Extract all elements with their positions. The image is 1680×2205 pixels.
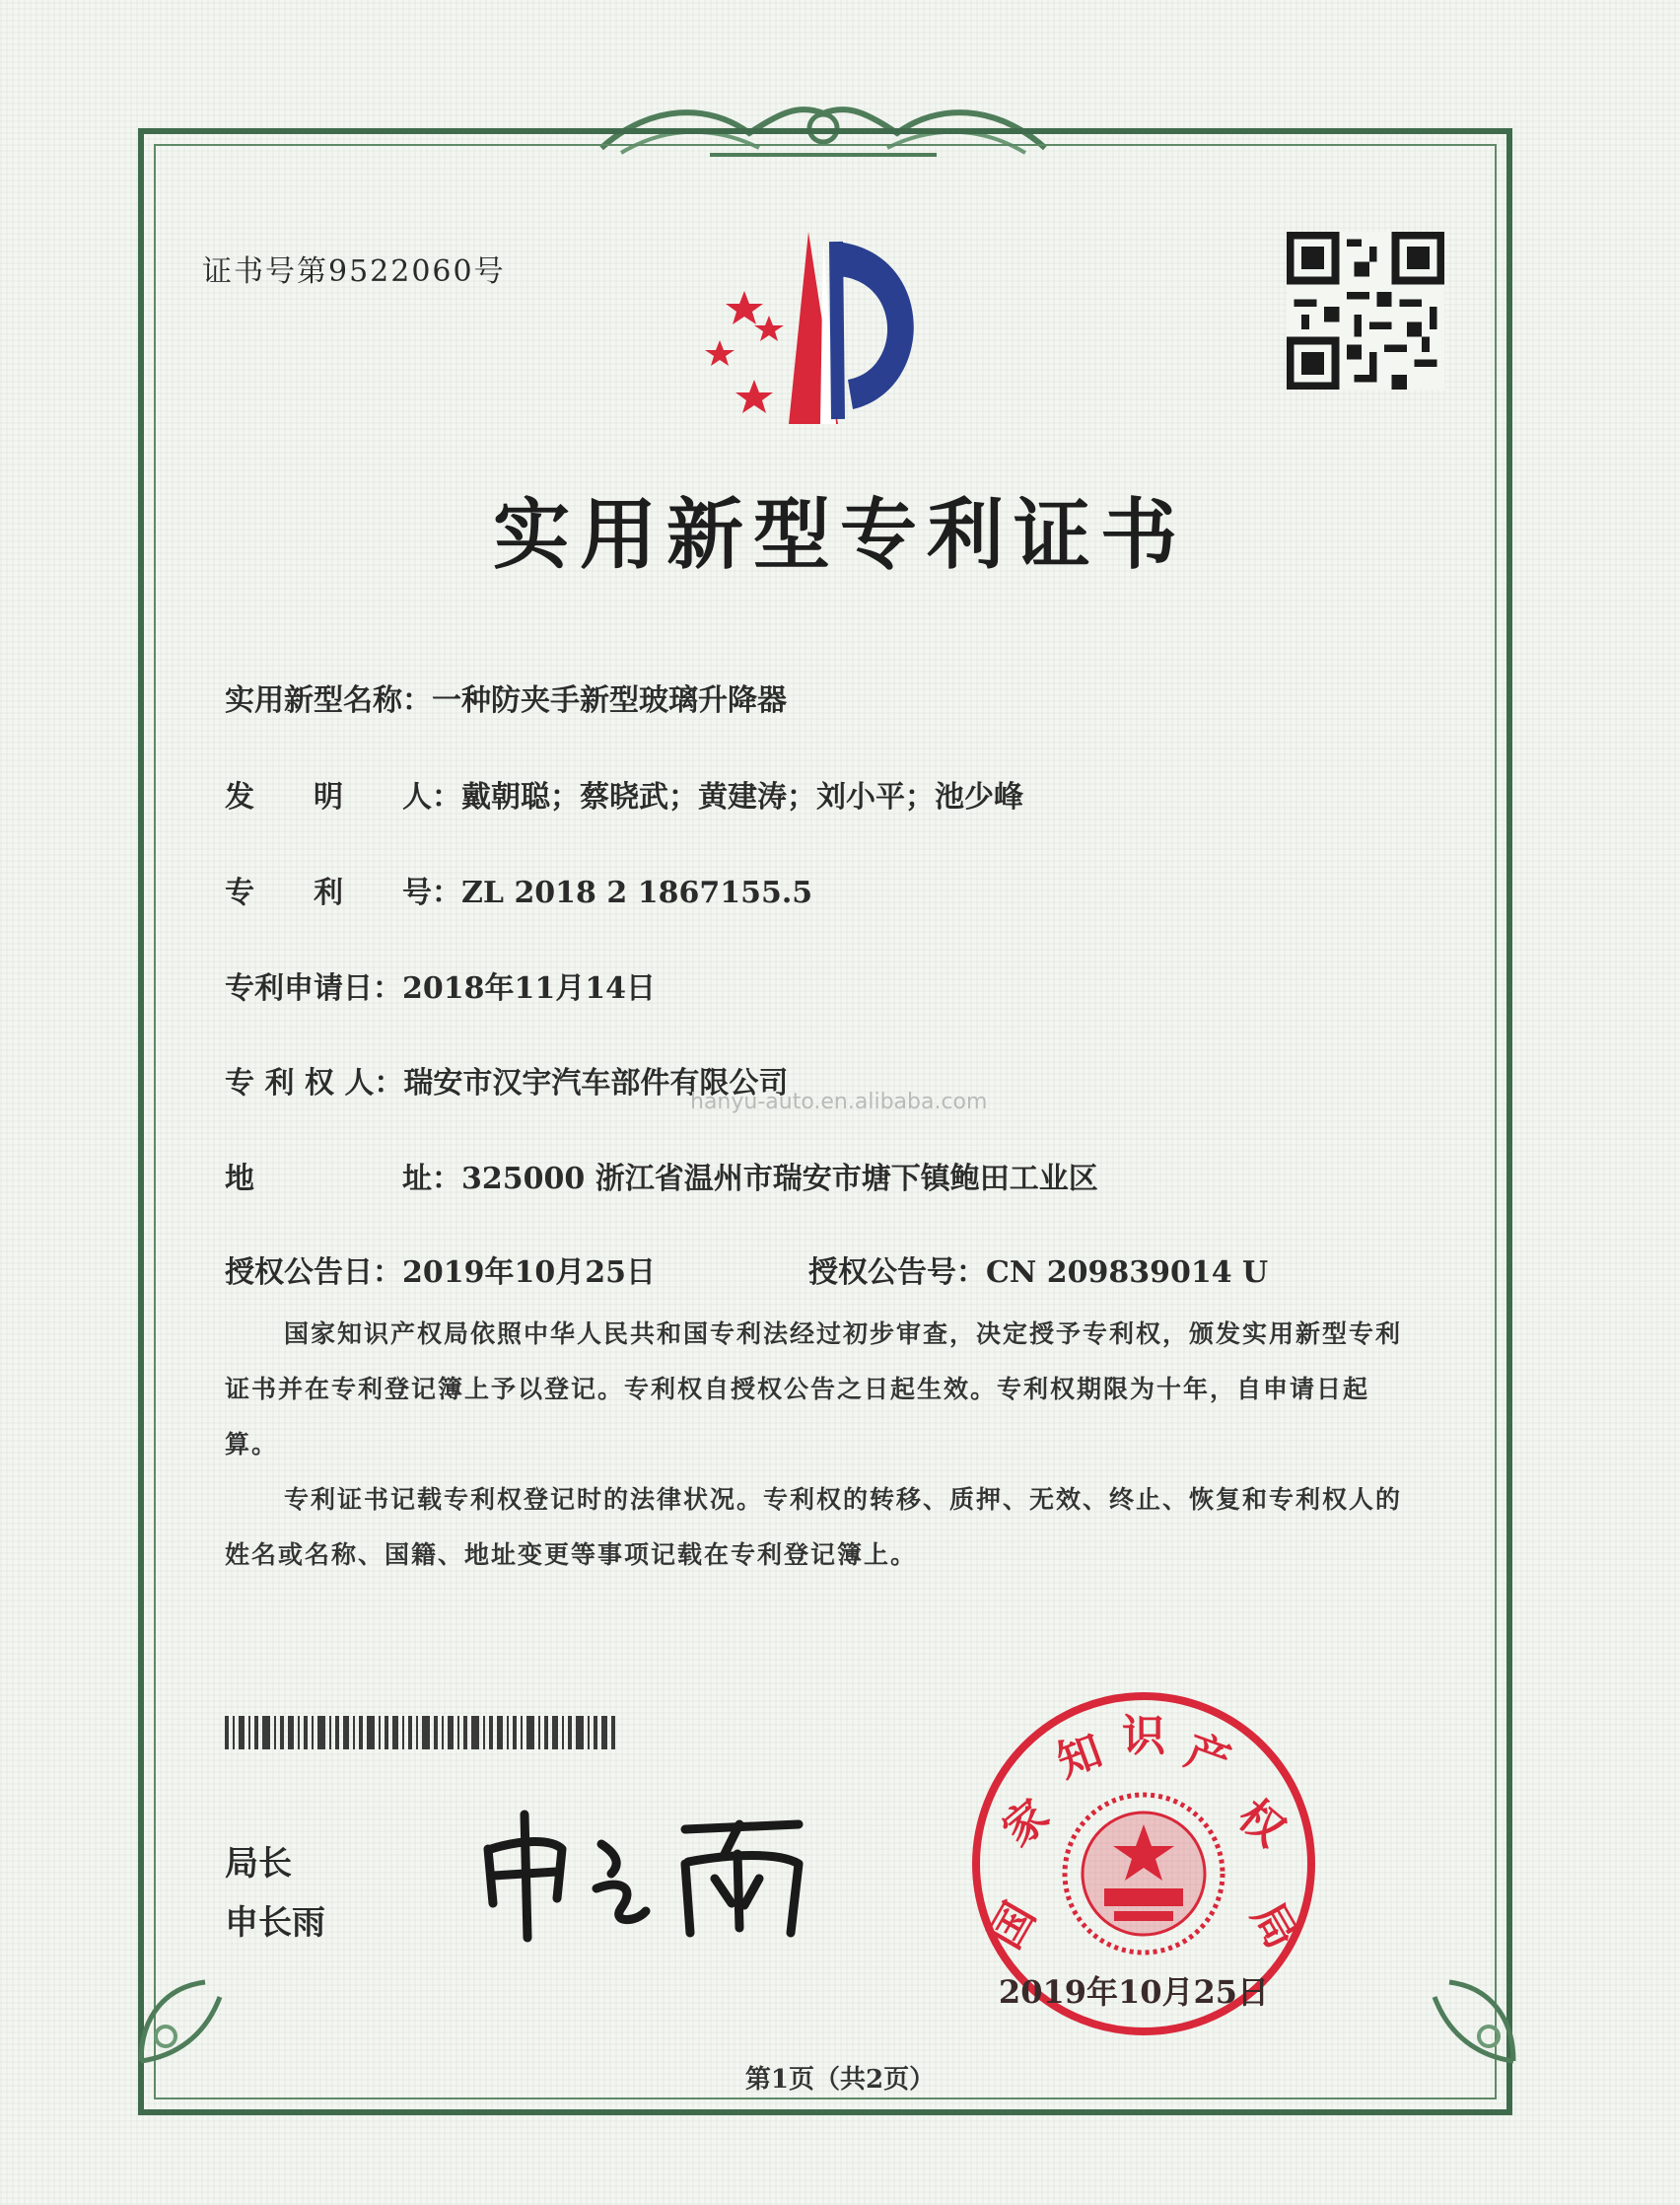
svg-text:局: 局 [1241,1893,1307,1957]
field-application-date [225,963,656,1007]
field-value: 瑞安市汉宇汽车部件有限公司 [403,1066,789,1101]
field-label: 授权公告日： [225,1255,402,1290]
certificate-title: 实用新型专利证书 [492,491,1187,580]
field-grant-number [808,1247,1268,1291]
field-label: 专利申请日： [225,971,402,1006]
certificate-number: 证书号第9522060号 [202,254,506,289]
cnipa-emblem-icon [690,222,946,434]
field-label: 专 利 号： [225,876,461,910]
field-value: 2019年10月25日 [402,1255,656,1290]
page-indicator: 第1页（共2页） [744,2065,936,2095]
corner-ornament-bottom-right [1410,1957,1528,2076]
field-utility-model-name [225,676,787,719]
svg-text:国: 国 [980,1893,1046,1957]
field-label: 专 利 权 人： [225,1066,404,1101]
field-inventors [225,772,1023,816]
field-value: 2018年11月14日 [402,971,656,1006]
field-label: 授权公告号： [808,1255,986,1290]
field-value: ZL 2018 2 1867155.5 [461,876,813,910]
field-value: CN 209839014 U [986,1255,1269,1290]
body-paragraph-2: 专利证书记载专利权登记时的法律状况。专利权的转移、质押、无效、终止、恢复和专利权人的姓名或名称、国籍、地址变更等事项记载在专利登记簿上。 [225,1485,1403,1569]
handwritten-signature [473,1795,828,1943]
field-address [225,1154,1098,1197]
field-value: 一种防夹手新型玻璃升降器 [432,683,787,718]
field-value: 戴朝聪；蔡晓武；黄建涛；刘小平；池少峰 [461,780,1023,815]
director-name: 申长雨 [225,1903,325,1943]
qr-code-icon [1287,232,1444,390]
svg-text:识: 识 [1122,1711,1165,1761]
corner-ornament-bottom-left [126,1957,245,2076]
watermark: hanyu-auto.en.alibaba.com [690,1090,988,1114]
director-title: 局长 [225,1844,292,1884]
svg-text:家: 家 [993,1790,1059,1857]
body-paragraph-1: 国家知识产权局依照中华人民共和国专利法经过初步审查，决定授予专利权，颁发实用新型专利证书并在专利登记簿上予以登记。专利权自授权公告之日起生效。专利权期限为十年，自申请日起算。 [225,1319,1403,1458]
svg-text:权: 权 [1228,1790,1295,1857]
field-patent-number [225,868,812,911]
svg-text:产: 产 [1178,1725,1237,1788]
field-grant-date [225,1247,656,1291]
certificate-body [225,1307,1408,1583]
field-label: 地 址： [225,1162,461,1196]
barcode-icon [225,1716,619,1749]
seal-date: 2019年10月25日 [998,1973,1270,2011]
field-label: 实用新型名称： [225,683,432,718]
field-value: 325000 浙江省温州市瑞安市塘下镇鲍田工业区 [461,1162,1098,1196]
svg-text:知: 知 [1050,1725,1109,1788]
field-label: 发 明 人： [225,780,461,815]
